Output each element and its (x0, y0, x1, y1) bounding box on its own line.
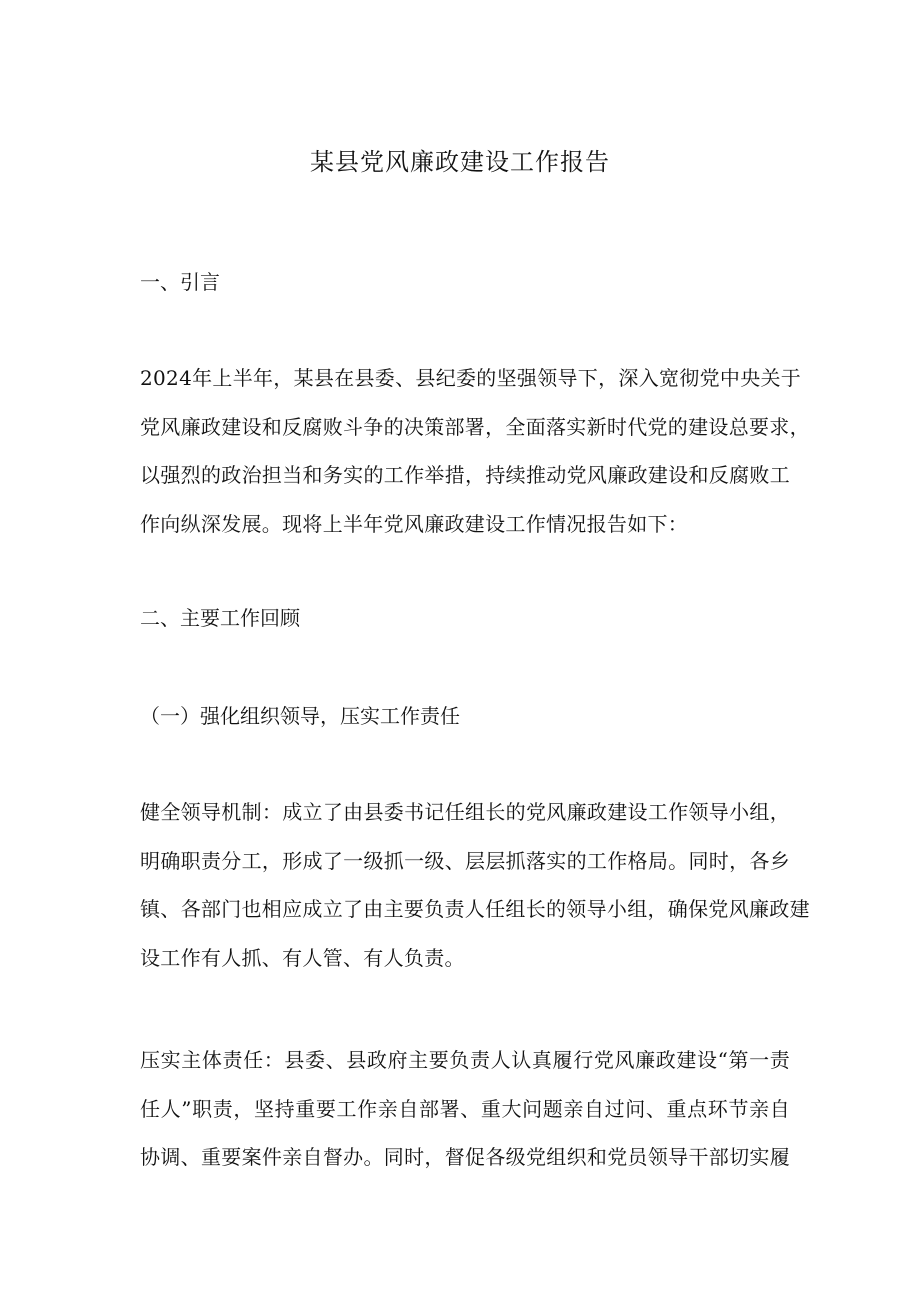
section-heading-introduction: 一、引言 (140, 270, 220, 294)
main-responsibility-paragraph (140, 1036, 790, 1182)
paragraph-line: 设工作有人抓、有人管、有人负责。 (140, 945, 465, 970)
leadership-mechanism-paragraph (140, 788, 810, 982)
introduction-paragraph (140, 354, 810, 548)
paragraph-line: 任人”职责，坚持重要工作亲自部署、重大问题亲自过问、重点环节亲自 (140, 1096, 790, 1121)
paragraph-line: 协调、重要案件亲自督办。同时，督促各级党组织和党员领导干部切实履 (140, 1145, 790, 1170)
paragraph-line: 以强烈的政治担当和务实的工作举措，持续推动党风廉政建设和反腐败工 (140, 463, 790, 488)
paragraph-line: 健全领导机制：成立了由县委书记任组长的党风廉政建设工作领导小组， (140, 800, 790, 824)
paragraph-line: 党风廉政建设和反腐败斗争的决策部署，全面落实新时代党的建设总要求， (140, 414, 810, 439)
paragraph-line: 压实主体责任：县委、县政府主要负责人认真履行党风廉政建设“第一责 (140, 1048, 790, 1072)
subsection-heading-organization: （一）强化组织领导，压实工作责任 (140, 704, 460, 728)
section-heading-main-work: 二、主要工作回顾 (140, 606, 300, 630)
paragraph-line: 作向纵深发展。现将上半年党风廉政建设工作情况报告如下： (140, 511, 689, 536)
document-title: 某县党风廉政建设工作报告 (310, 148, 610, 176)
paragraph-line: 明确职责分工，形成了一级抓一级、层层抓落实的工作格局。同时，各乡 (140, 848, 790, 873)
paragraph-line: 镇、各部门也相应成立了由主要负责人任组长的领导小组，确保党风廉政建 (140, 897, 810, 922)
paragraph-line: 2024年上半年，某县在县委、县纪委的坚强领导下，深入宽彻党中央关于 (140, 366, 802, 390)
